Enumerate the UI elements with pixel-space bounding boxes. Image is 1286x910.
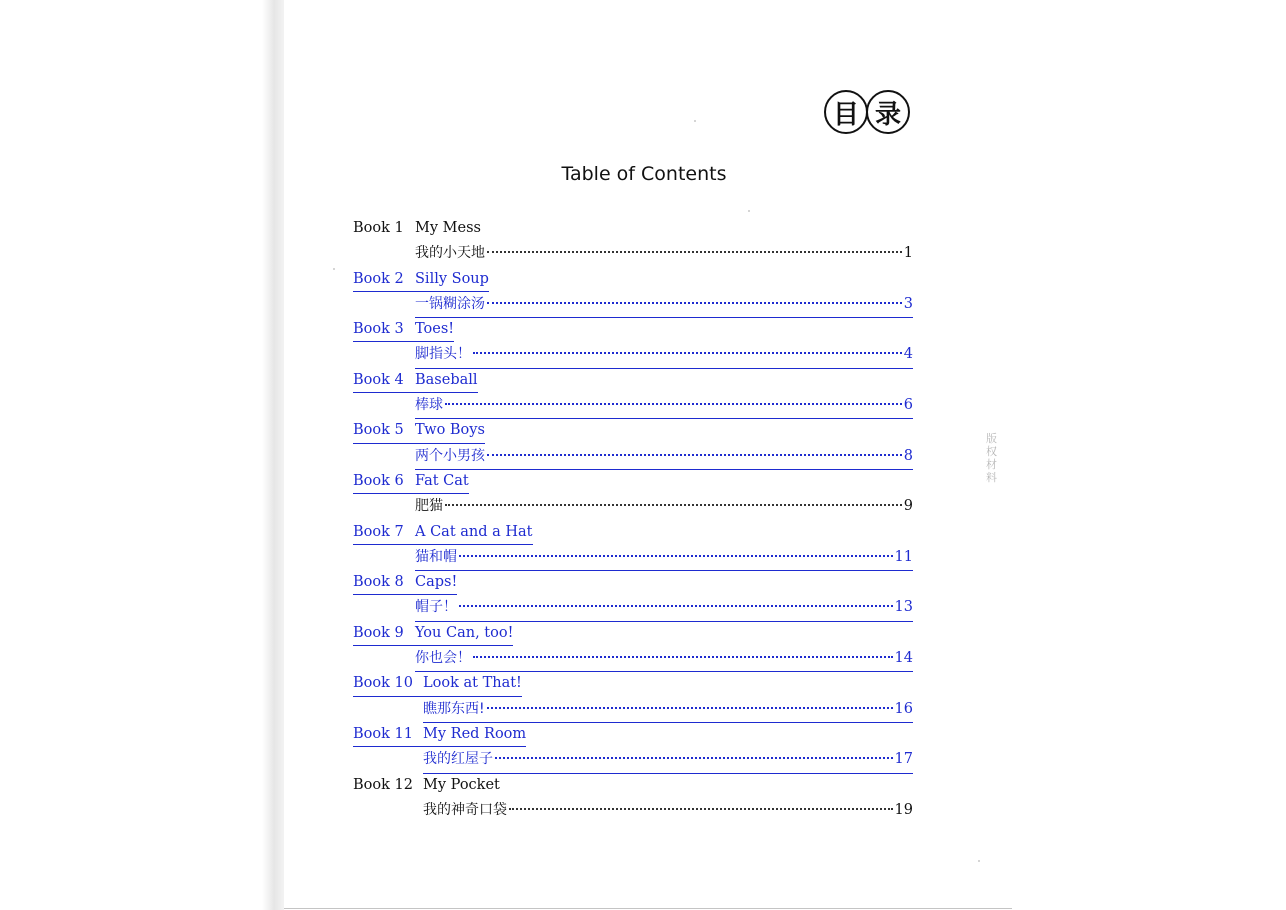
dot-leader xyxy=(445,504,902,506)
toc-entry-title-line[interactable] xyxy=(353,267,913,292)
dot-leader xyxy=(509,808,893,810)
page-number: 4 xyxy=(903,346,913,363)
book-number: Book 11 xyxy=(353,725,413,742)
book-title: A Cat and a Hat xyxy=(415,523,533,540)
toc-entry-page-link[interactable] xyxy=(415,444,913,470)
toc-entry-link[interactable] xyxy=(353,418,485,443)
toc-entry-page-link[interactable] xyxy=(415,393,913,419)
toc-entry-page-link xyxy=(415,241,913,266)
book-title: Two Boys xyxy=(415,422,485,439)
toc-entry-page-line[interactable] xyxy=(353,342,913,367)
title-stamp xyxy=(824,90,908,136)
toc-entry-title-line[interactable] xyxy=(353,671,913,696)
page-number: 17 xyxy=(894,751,913,768)
dot-leader xyxy=(473,352,902,354)
chinese-title: 帽子！ xyxy=(415,599,457,616)
dot-leader xyxy=(459,605,893,607)
scan-speck xyxy=(978,860,980,862)
dot-leader xyxy=(487,251,902,253)
toc-entry-title-line[interactable] xyxy=(353,520,913,545)
toc-entry-page-line[interactable] xyxy=(353,595,913,620)
page-number: 3 xyxy=(903,295,913,312)
book-title: My Mess xyxy=(415,220,481,236)
page-edge-shadow xyxy=(262,0,284,910)
toc-entry[interactable] xyxy=(353,317,913,368)
toc-entry-page-link[interactable] xyxy=(415,342,913,368)
toc-entry-page-line[interactable] xyxy=(353,747,913,772)
chinese-title: 猫和帽 xyxy=(415,548,457,565)
toc-entry-link[interactable] xyxy=(353,469,469,494)
chinese-title: 我的红屋子 xyxy=(423,751,493,768)
toc-entry-page-line[interactable] xyxy=(353,444,913,469)
book-number: Book 5 xyxy=(353,422,404,439)
toc-entry-title-line[interactable] xyxy=(353,722,913,747)
toc-entry-link[interactable] xyxy=(353,317,454,342)
toc-entry-link xyxy=(353,216,481,241)
toc-entry[interactable] xyxy=(353,520,913,571)
page-number: 19 xyxy=(894,801,913,818)
scan-speck xyxy=(748,210,750,212)
chinese-title: 你也会！ xyxy=(415,650,471,667)
toc-entry-page-line[interactable] xyxy=(353,393,913,418)
chinese-title: 一锅糊涂汤 xyxy=(415,295,485,312)
page-number: 8 xyxy=(903,447,913,464)
page-number: 11 xyxy=(894,548,913,565)
chinese-title: 棒球 xyxy=(415,397,443,414)
dot-leader xyxy=(445,403,902,405)
dot-leader xyxy=(495,757,893,759)
chinese-title: 我的小天地 xyxy=(415,245,485,262)
chinese-title: 两个小男孩 xyxy=(415,447,485,464)
toc-entry[interactable] xyxy=(353,267,913,318)
book-number: Book 7 xyxy=(353,523,404,540)
page-number: 14 xyxy=(894,650,913,667)
book-number: Book 8 xyxy=(353,574,404,591)
dot-leader xyxy=(473,656,893,658)
chinese-title: 肥猫 xyxy=(415,498,443,515)
toc-entry-link xyxy=(353,773,500,798)
toc-entry-title-line[interactable] xyxy=(353,469,913,494)
page-number: 9 xyxy=(903,498,913,515)
page-number: 16 xyxy=(894,700,913,717)
toc-entry xyxy=(353,216,913,267)
toc-entry-page-line xyxy=(353,494,913,519)
toc-entry[interactable] xyxy=(353,621,913,672)
book-number: Book 4 xyxy=(353,371,404,388)
toc-entry-page-link[interactable] xyxy=(423,747,913,773)
scan-speck xyxy=(694,120,696,122)
scan-speck xyxy=(333,268,335,270)
dot-leader xyxy=(487,707,893,709)
toc-entry-page-link[interactable] xyxy=(415,545,913,571)
toc-entry xyxy=(353,773,913,824)
toc-entry-page-line[interactable] xyxy=(353,292,913,317)
toc-entry xyxy=(353,469,913,520)
copyright-watermark: 版权材料 xyxy=(986,432,997,484)
toc-entry-title-line[interactable] xyxy=(353,368,913,393)
page-number: 1 xyxy=(903,245,913,262)
toc-entry-title-line[interactable] xyxy=(353,570,913,595)
book-number: Book 10 xyxy=(353,675,413,692)
toc-entry-link[interactable] xyxy=(353,621,513,646)
dot-leader xyxy=(487,302,902,304)
chinese-title: 脚指头！ xyxy=(415,346,471,363)
toc-entry-title-line xyxy=(353,773,913,798)
toc-entry-page-line[interactable] xyxy=(353,646,913,671)
book-title: Silly Soup xyxy=(415,270,489,287)
toc-entry[interactable] xyxy=(353,368,913,419)
page-number: 13 xyxy=(894,599,913,616)
book-title: My Red Room xyxy=(423,725,527,742)
dot-leader xyxy=(487,454,902,456)
book-number: Book 12 xyxy=(353,776,413,793)
book-number: Book 9 xyxy=(353,624,404,641)
toc-entry-title-line[interactable] xyxy=(353,621,913,646)
toc-entry[interactable] xyxy=(353,570,913,621)
chinese-title: 瞧那东西! xyxy=(423,700,485,717)
toc-entry-page-link xyxy=(423,798,913,823)
toc-entry-page-link[interactable] xyxy=(415,595,913,621)
book-number: Book 2 xyxy=(353,270,404,287)
toc-entry-page-line[interactable] xyxy=(353,697,913,722)
toc-entry-title-line[interactable] xyxy=(353,418,913,443)
toc-entry-page-link[interactable] xyxy=(415,292,913,318)
toc-entry-link[interactable] xyxy=(353,520,533,545)
toc-entry-link[interactable] xyxy=(353,722,526,747)
book-title: Baseball xyxy=(415,371,478,388)
chinese-title: 我的神奇口袋 xyxy=(423,801,507,818)
toc-entry-page-line xyxy=(353,798,913,823)
title-stamp-char-2: 录 xyxy=(866,90,910,134)
toc-entry-title-line[interactable] xyxy=(353,317,913,342)
toc-entry[interactable] xyxy=(353,671,913,722)
book-title: Fat Cat xyxy=(415,472,469,489)
book-number: Book 3 xyxy=(353,321,404,338)
toc-entry-link[interactable] xyxy=(353,570,457,595)
page-number: 6 xyxy=(903,397,913,414)
book-title: Caps! xyxy=(415,574,458,591)
toc-entry[interactable] xyxy=(353,722,913,773)
toc-entry-link[interactable] xyxy=(353,368,478,393)
book-number: Book 6 xyxy=(353,472,404,489)
title-stamp-char-1: 目 xyxy=(824,90,868,134)
toc-entry[interactable] xyxy=(353,418,913,469)
book-number: Book 1 xyxy=(353,220,404,236)
toc-entry-link[interactable] xyxy=(353,671,522,696)
toc-entry-page-link xyxy=(415,494,913,519)
book-title: Toes! xyxy=(415,321,455,338)
toc-entry-page-link[interactable] xyxy=(423,697,913,723)
toc-entry-page-line[interactable] xyxy=(353,545,913,570)
book-title: You Can, too! xyxy=(415,624,514,641)
book-title: My Pocket xyxy=(423,776,500,793)
toc-entry-title-line xyxy=(353,216,913,241)
dot-leader xyxy=(459,555,893,557)
toc-entry-page-line xyxy=(353,241,913,266)
toc-list xyxy=(353,216,913,823)
toc-entry-page-link[interactable] xyxy=(415,646,913,672)
book-title: Look at That! xyxy=(423,675,522,692)
toc-entry-link[interactable] xyxy=(353,267,489,292)
page-title: Table of Contents xyxy=(561,163,727,185)
